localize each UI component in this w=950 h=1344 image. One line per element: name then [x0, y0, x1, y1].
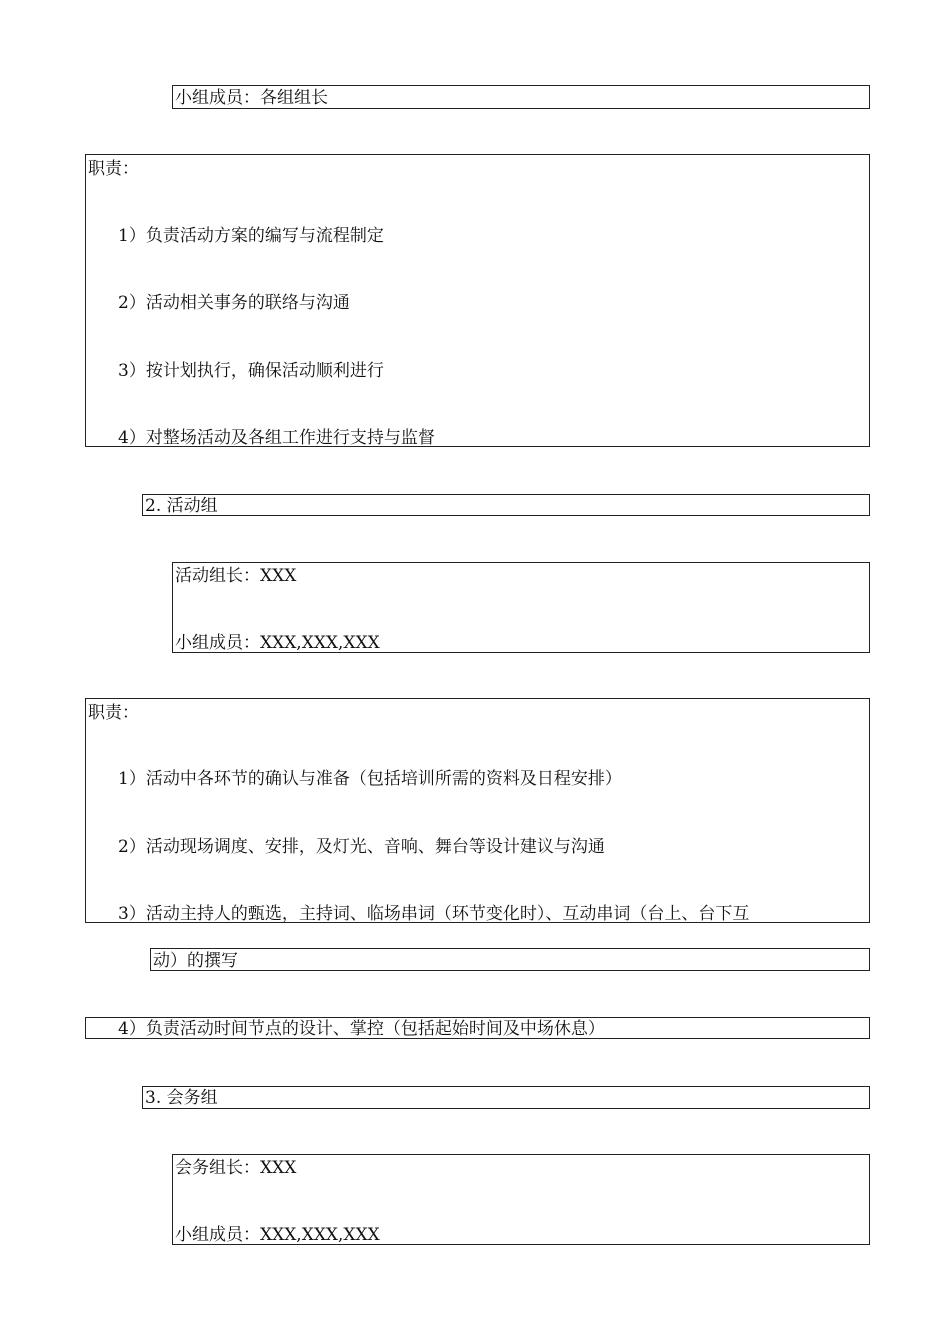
duty-item: 2）活动相关事务的联络与沟通 [118, 293, 350, 313]
duty-continuation: 动）的撰写 [153, 951, 238, 971]
section-heading-box [142, 1086, 870, 1109]
duty-item: 3）按计划执行，确保活动顺利进行 [118, 361, 384, 381]
members-line: 小组成员：各组组长 [175, 88, 328, 108]
members-box [172, 85, 870, 109]
duty-item-box [85, 1017, 870, 1039]
duties-box [85, 154, 870, 447]
section-heading-box [142, 494, 870, 516]
members-line: 小组成员：XXX,XXX,XXX [175, 633, 380, 653]
duty-item: 1）负责活动方案的编写与流程制定 [118, 226, 384, 246]
duty-item: 4）负责活动时间节点的设计、掌控（包括起始时间及中场休息） [118, 1019, 605, 1039]
duty-item: 4）对整场活动及各组工作进行支持与监督 [118, 428, 435, 448]
team-box [172, 1154, 870, 1245]
duty-item: 3）活动主持人的甄选，主持词、临场串词（环节变化时）、互动串词（台上、台下互 [118, 904, 750, 924]
members-line: 小组成员：XXX,XXX,XXX [175, 1225, 380, 1245]
section-heading: 2. 活动组 [145, 496, 218, 516]
leader-line: 会务组长：XXX [175, 1158, 297, 1178]
duties-label: 职责： [88, 159, 139, 179]
duty-continuation-box [150, 948, 870, 971]
leader-line: 活动组长：XXX [175, 566, 297, 586]
duties-box [85, 698, 870, 923]
section-heading: 3. 会务组 [145, 1088, 218, 1108]
duty-item: 1）活动中各环节的确认与准备（包括培训所需的资料及日程安排） [118, 769, 622, 789]
duty-item: 2）活动现场调度、安排，及灯光、音响、舞台等设计建议与沟通 [118, 837, 605, 857]
duties-label: 职责： [88, 703, 139, 723]
team-box [172, 562, 870, 653]
